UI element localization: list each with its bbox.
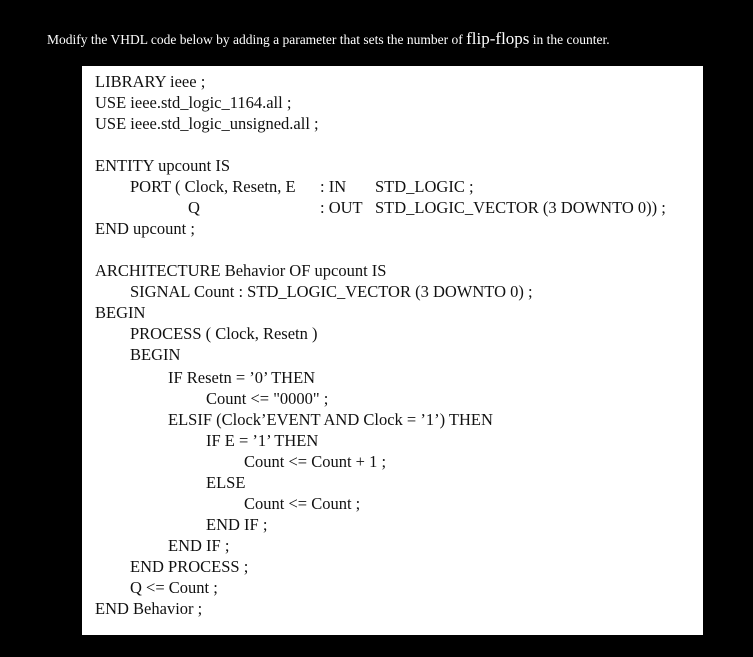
code-line-use-unsigned: USE ieee.std_logic_unsigned.all ; xyxy=(95,114,319,133)
code-line-end-process: END PROCESS ; xyxy=(130,557,249,576)
code-line-if-reset: IF Resetn = ’0’ THEN xyxy=(168,368,316,387)
code-line-end-architecture: END Behavior ; xyxy=(95,599,203,618)
question-text-before: Modify the VHDL code below by adding a parameter that sets the number of xyxy=(47,32,467,47)
code-line-elsif-clock: ELSIF (Clock’EVENT AND Clock = ’1’) THEN xyxy=(168,410,493,429)
code-line-port-inputs: PORT ( Clock, Resetn, E xyxy=(130,177,296,196)
code-line-port-out-type: STD_LOGIC_VECTOR (3 DOWNTO 0)) ; xyxy=(375,198,666,217)
code-line-library: LIBRARY ieee ; xyxy=(95,72,206,91)
code-line-port-in-mode: : IN xyxy=(320,177,347,196)
code-line-signal: SIGNAL Count : STD_LOGIC_VECTOR (3 DOWNTO 0) ; xyxy=(130,282,533,301)
code-line-architecture: ARCHITECTURE Behavior OF upcount IS xyxy=(95,261,387,280)
code-listing xyxy=(82,66,703,635)
code-line-else: ELSE xyxy=(206,473,246,492)
code-line-count-reset: Count <= "0000" ; xyxy=(206,389,329,408)
code-line-if-enable: IF E = ’1’ THEN xyxy=(206,431,319,450)
code-line-process: PROCESS ( Clock, Resetn ) xyxy=(130,324,318,343)
code-line-port-out-mode: : OUT xyxy=(320,198,363,217)
code-line-count-hold: Count <= Count ; xyxy=(244,494,361,513)
code-line-process-begin: BEGIN xyxy=(130,345,181,364)
code-line-port-in-type: STD_LOGIC ; xyxy=(375,177,474,196)
question-text-emphasis: flip-flops xyxy=(466,29,530,48)
code-line-assign-q: Q <= Count ; xyxy=(130,578,218,597)
code-line-port-output: Q xyxy=(188,198,200,217)
code-line-begin: BEGIN xyxy=(95,303,146,322)
question-text xyxy=(47,29,610,49)
question-text-after: in the counter. xyxy=(529,32,610,47)
code-line-end-entity: END upcount ; xyxy=(95,219,195,238)
code-line-count-increment: Count <= Count + 1 ; xyxy=(244,452,387,471)
code-line-end-if-outer: END IF ; xyxy=(168,536,230,555)
code-line-use-1164: USE ieee.std_logic_1164.all ; xyxy=(95,93,292,112)
code-line-end-if-inner: END IF ; xyxy=(206,515,268,534)
code-line-entity: ENTITY upcount IS xyxy=(95,156,231,175)
